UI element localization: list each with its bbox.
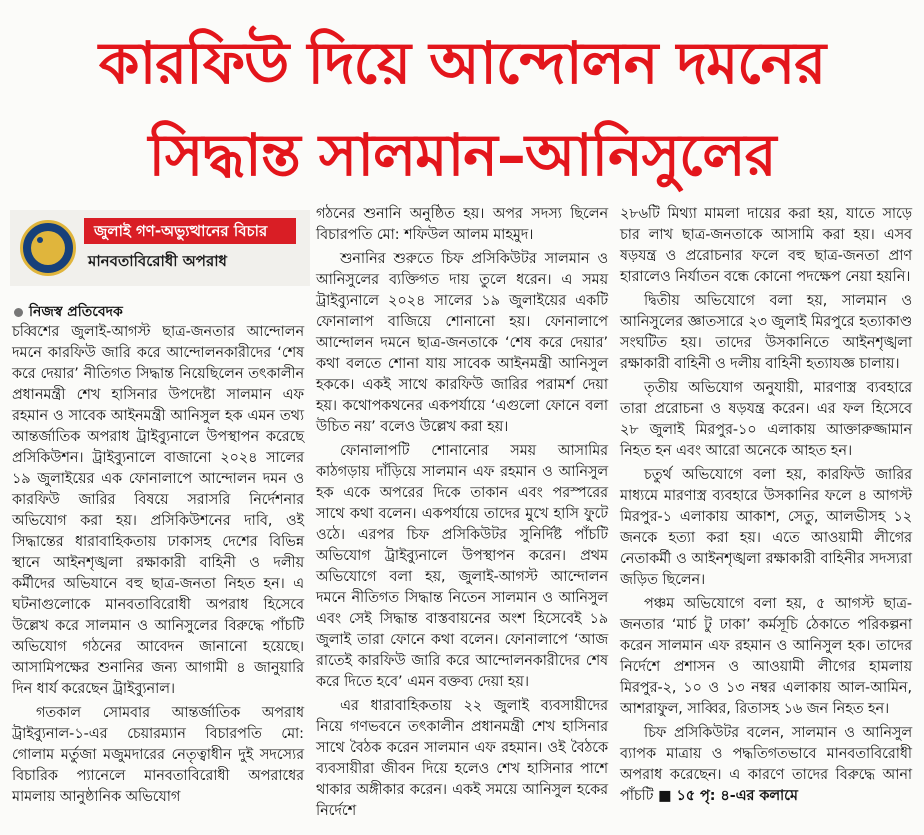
paragraph: তৃতীয় অভিযোগ অনুযায়ী, মারণাস্ত্র ব্যবহারে তারা প্ররোচনা ও ষড়যন্ত্র করেন। এর ফল হিসেবে ২৮ জুলাই মিরপুর-১০ এলাকায় আক্তারুজ্জামান নিহত হন এবং আরো অনেকে আহত হন। (620, 380, 912, 459)
article-column-1 (12, 322, 304, 811)
section-badge (10, 210, 310, 286)
article-column-3 (620, 204, 912, 810)
continued-jump[interactable]: ■ ১৫ পৃ: ৪-এর কলামে (658, 788, 798, 804)
paragraph: গতকাল সোমবার আন্তর্জাতিক অপরাধ ট্রাইব্যুনাল-১-এর চেয়ারম্যান বিচারপতি মো: গোলাম মর্তুজা মজুমদারের নেতৃত্বাধীন দুই সদস্যের বিচারিক প্যানেলে মানবতাবিরোধী অপরাধের মামলায় আনুষ্ঠানিক অভিযোগ (12, 705, 304, 805)
paragraph: চতুর্থ অভিযোগে বলা হয়, কারফিউ জারির মাধ্যমে মারণাস্ত্র ব্যবহারে উসকানির ফলে ৪ আগস্ট মিরপুর-১ এলাকায় আকাশ, সেতু, আলভীসহ ১২ জনকে হত্যা করা হয়। এতে আওয়ামী লীগের নেতাকর্মী ও আইনশৃঙ্খলা রক্ষাকারী বাহিনীর সদস্যরা জড়িত ছিলেন। (620, 467, 912, 588)
paragraph: শুনানির শুরুতে চিফ প্রসিকিউটর সালমান ও আনিসুলের ব্যক্তিগত দায় তুলে ধরেন। এ সময় ট্রাইব্যুনালে ২০২৪ সালের ১৯ জুলাইয়ের একটি ফোনালাপ বাজিয়ে শোনানো হয়। ফোনালাপে আন্দোলন দমনে ছাত্র-জনতাকে ‘শেষ করে দেয়ার’ কথা বলতে শোনা যায় সাবেক আইনমন্ত্রী আনিসুল হককে। একই সাথে কারফিউ জারির পরামর্শ দেয়া হয়। কথোপকথনের একপর্যায়ে ‘এগুলো ফোনে বলা উচিত নয়’ বলেও উল্লেখ করা হয়। (316, 251, 608, 435)
article-column-2 (316, 204, 608, 825)
paragraph: ফোনালাপটি শোনানোর সময় আসামির কাঠগড়ায় দাঁড়িয়ে সালমান এফ রহমান ও আনিসুল হক একে অপরের দিকে তাকান এবং পরস্পরের সাথে কথা বলেন। একপর্যায়ে তাদের মুখে হাসি ফুটে ওঠে। এরপর চিফ প্রসিকিউটর সুনির্দিষ্ট পাঁচটি অভিযোগ ট্রাইব্যুনালে উপস্থাপন করেন। প্রথম অভিযোগে বলা হয়, জুলাই-আগস্ট আন্দোলন দমনে নীতিগত সিদ্ধান্ত নিতেন সালমান ও আনিসুল এবং সেই সিদ্ধান্ত বাস্তবায়নের অংশ হিসেবেই ১৯ জুলাই তারা ফোনে কথা বলেন। ফোনালাপে ‘আজ রাতেই কারফিউ জারি করে আন্দোলনকারীদের শেষ করে দিতে হবে’ এমন বক্তব্য দেয়া হয়। (316, 443, 608, 690)
section-title: জুলাই গণ-অভ্যুত্থানের বিচার (84, 218, 296, 244)
paragraph: ২৮৬টি মিথ্যা মামলা দায়ের করা হয়, যাতে সাড়ে চার লাখ ছাত্র-জনতাকে আসামি করা হয়। এসব ষড়যন্ত্র ও প্ররোচনার ফলে বহু ছাত্র-জনতা প্রাণ হারালেও নির্যাতন বন্ধে কোনো পদক্ষেপ নেয়া হয়নি। (620, 206, 912, 285)
paragraph: পঞ্চম অভিযোগে বলা হয়, ৫ আগস্ট ছাত্র-জনতার ‘মার্চ টু ঢাকা’ কর্মসূচি ঠেকাতে পরিকল্পনা করেন সালমান এফ রহমান ও আনিসুল হক। তাদের নির্দেশে প্রশাসন ও আওয়ামী লীগের হামলায় মিরপুর-২, ১০ ও ১৩ নম্বর এলাকায় আল-আমিন, আশরাফুল, সাব্বির, রিতাসহ ১৬ জন নিহত হন। (620, 596, 912, 717)
paragraph: এর ধারাবাহিকতায় ২২ জুলাই ব্যবসায়ীদের নিয়ে গণভবনে তৎকালীন প্রধানমন্ত্রী শেখ হাসিনার সাথে বৈঠক করেন সালমান এফ রহমান। ওই বৈঠকে ব্যবসায়ীরা জীবন দিয়ে হলেও শেখ হাসিনার পাশে থাকার অঙ্গীকার করেন। একই সময়ে আনিসুল হকের নির্দেশে (316, 698, 608, 819)
paragraph: দ্বিতীয় অভিযোগে বলা হয়, সালমান ও আনিসুলের জ্ঞাতসারে ২৩ জুলাই মিরপুরে হত্যাকাণ্ড সংঘটিত হয়। তাদের উসকানিতে আইনশৃঙ্খলা রক্ষাকারী বাহিনী ও দলীয় বাহিনী হত্যাযজ্ঞ চালায়। (620, 293, 912, 372)
tribunal-seal-icon (20, 220, 76, 276)
section-subtitle: মানবতাবিরোধী অপরাধ (88, 252, 227, 270)
headline-line-2: সিদ্ধান্ত সালমান–আনিসুলের (148, 121, 776, 189)
paragraph: চব্বিশের জুলাই-আগস্ট ছাত্র-জনতার আন্দোলন দমনে কারফিউ জারি করে আন্দোলনকারীদের ‘শেষ করে দেয়ার’ নীতিগত সিদ্ধান্ত নিয়েছিলেন তৎকালীন প্রধানমন্ত্রী শেখ হাসিনার উপদেষ্টা সালমান এফ রহমান ও সাবেক আইনমন্ত্রী আনিসুল হক এমন তথ্য আন্তর্জাতিক অপরাধ ট্রাইব্যুনালে উপস্থাপন করেছে প্রসিকিউশন। ট্রাইব্যুনালে বাজানো ২০২৪ সালের ১৯ জুলাইয়ের এক ফোনালাপে আন্দোলন দমন ও কারফিউ জারির বিষয়ে সরাসরি নির্দেশনার অভিযোগ করা হয়। প্রসিকিউশনের দাবি, ওই সিদ্ধান্তের ধারাবাহিকতায় ঢাকাসহ দেশের বিভিন্ন স্থানে আইনশৃঙ্খলা রক্ষাকারী বাহিনী ও দলীয় কর্মীদের অভিযানে বহু ছাত্র-জনতা নিহত হন। এ ঘটনাগুলোকে মানবতাবিরোধী অপরাধ হিসেবে উল্লেখ করে সালমান ও আনিসুলের বিরুদ্ধে পাঁচটি অভিযোগ গঠনের আবেদন জানানো হয়েছে। আসামিপক্ষের শুনানির জন্য আগামী ৪ জানুয়ারি দিন ধার্য করেছেন ট্রাইব্যুনাল। (12, 324, 304, 697)
paragraph: গঠনের শুনানি অনুষ্ঠিত হয়। অপর সদস্য ছিলেন বিচারপতি মো: শফিউল আলম মাহমুদ। (316, 206, 608, 243)
paragraph: চিফ প্রসিকিউটর বলেন, সালমান ও আনিসুল ব্যাপক মাত্রায় ও পদ্ধতিগতভাবে মানবতাবিরোধী অপরাধ করেছেন। এ কারণে তাদের বিরুদ্ধে আনা পাঁচটি ■ ১৫ পৃ: ৪-এর কলামে (620, 725, 912, 804)
byline: নিজস্ব প্রতিবেদক (14, 300, 123, 324)
headline-line-1: কারফিউ দিয়ে আন্দোলন দমনের (98, 29, 826, 97)
bullet-icon (14, 308, 23, 317)
